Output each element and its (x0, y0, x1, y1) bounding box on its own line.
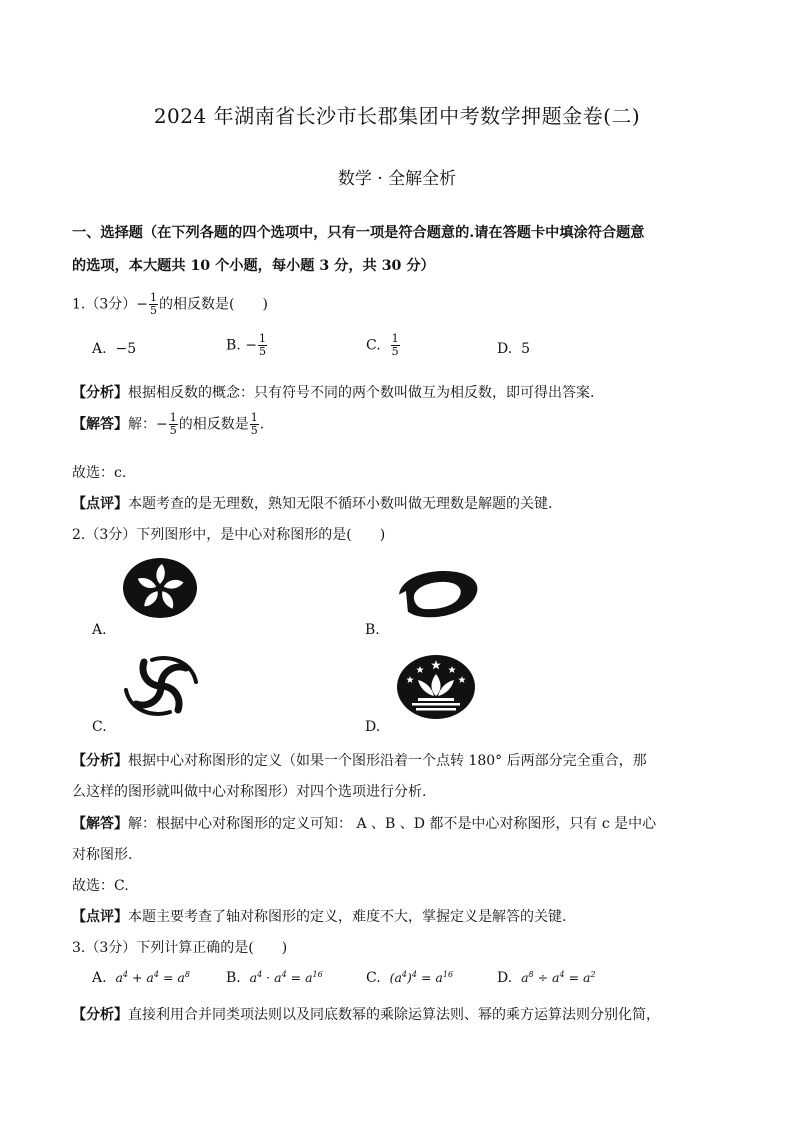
q1-answer-mid: 的相反数是 (178, 416, 249, 433)
q1-answer-den-1: 5 (169, 424, 177, 437)
q1-option-b (226, 333, 268, 358)
q1-option-c-num: 1 (391, 332, 399, 345)
q1-comment-text: 本题考查的是无理数，熟知无限不循环小数叫做无理数是解题的关键. (128, 496, 553, 512)
figure-d-label: D. (365, 719, 381, 735)
q1-option-a (92, 341, 136, 357)
q1-fraction (149, 292, 158, 317)
q2-comment-tag: 【点评】 (72, 909, 128, 925)
q1-neg: − (136, 296, 148, 313)
q1-prefix: 1.（3分） (72, 296, 137, 313)
q1-analysis-text: 根据相反数的概念：只有符号不同的两个数叫做互为相反数，即可得出答案. (128, 385, 595, 401)
q3-option-a (92, 970, 190, 986)
page-title: 2024 年湖南省长沙市长郡集团中考数学押题金卷(二) (153, 104, 641, 128)
q3-option-b-label: B. (226, 970, 241, 987)
q3-option-d-label: D. (497, 970, 513, 987)
q3-option-c-expr: $(a^4)^4 = a^{16}$ (389, 970, 454, 986)
q3-option-b-expr: $a^4 \cdot a^4 = a^{16}$ (249, 970, 323, 986)
q1-choice: 故选：c. (72, 465, 127, 481)
q2-answer-line-2: 对称图形. (72, 847, 133, 863)
q3-option-c-label: C. (366, 970, 381, 987)
q2-answer-line-1 (72, 813, 656, 833)
figure-a-bauhinia-emblem (122, 557, 198, 619)
figure-b-ring-emblem (392, 567, 482, 621)
q1-answer-pre: 解： (128, 416, 156, 433)
q1-option-d-value: 5 (521, 341, 531, 357)
question-2-stem: 2.（3分）下列图形中，是中心对称图形的是( ) (72, 527, 386, 543)
q3-option-d-expr: $a^8 \div a^4 = a^2$ (521, 970, 596, 986)
figure-d-lotus-emblem (396, 654, 476, 720)
q2-analysis-line-2: 么这样的图形就叫做中心对称图形）对四个选项进行分析. (72, 784, 427, 800)
q1-option-d-label: D. (497, 341, 513, 357)
q1-answer-end: . (259, 416, 265, 433)
q2-analysis-tag: 【分析】 (72, 753, 128, 769)
q1-answer-den-2: 5 (250, 424, 258, 437)
q3-option-a-expr: $a^4 + a^4 = a^8$ (115, 970, 190, 986)
q1-option-b-num: 1 (258, 332, 266, 345)
q3-analysis-tag: 【分析】 (72, 1007, 128, 1023)
q1-answer-tag: 【解答】 (72, 416, 128, 433)
q2-analysis-line-1 (72, 750, 647, 770)
q1-option-b-den: 5 (258, 345, 266, 358)
q1-frac-num: 1 (150, 291, 157, 304)
q1-option-a-value: −5 (115, 341, 137, 357)
q3-analysis (72, 1004, 660, 1024)
q1-answer-frac-1 (169, 412, 178, 437)
q1-analysis (72, 382, 594, 402)
figure-c-label: C. (92, 719, 107, 735)
q1-option-c-label: C. (366, 337, 381, 354)
q1-suffix: 的相反数是( ) (159, 296, 268, 313)
q1-answer-num-2: 1 (250, 411, 258, 424)
figure-c-swirl-emblem (122, 654, 200, 718)
q2-answer-tag: 【解答】 (72, 816, 128, 832)
q1-option-c-fraction (391, 333, 400, 358)
q2-comment-text: 本题主要考查了轴对称图形的定义，难度不大，掌握定义是解答的关键. (128, 909, 567, 925)
figure-b-label: B. (365, 622, 380, 638)
section-heading-line-1: 一、选择题（在下列各题的四个选项中，只有一项是符合题意的.请在答题卡中填涂符合题意 (72, 225, 645, 241)
q1-option-c (366, 333, 401, 358)
q3-option-a-label: A. (92, 970, 107, 987)
q1-frac-den: 5 (150, 304, 157, 317)
q1-answer-frac-2 (250, 412, 259, 437)
page-subtitle: 数学 · 全解全析 (337, 169, 457, 189)
q2-analysis-text-1: 根据中心对称图形的定义（如果一个图形沿着一个点转 180° 后两部分完全重合，那 (128, 753, 647, 769)
q1-option-a-label: A. (92, 341, 107, 357)
q3-option-d (497, 970, 596, 986)
q1-option-b-label: B. (226, 337, 241, 354)
q1-option-c-den: 5 (391, 345, 399, 358)
q2-answer-text-1: 解：根据中心对称图形的定义可知： A 、B 、D 都不是中心对称图形，只有 c 是中心 (128, 816, 657, 832)
q3-option-c (366, 970, 453, 986)
figure-a-label: A. (92, 622, 107, 638)
q2-comment (72, 906, 566, 926)
q1-option-b-fraction (258, 333, 267, 358)
q1-comment (72, 493, 552, 513)
q1-option-d (497, 341, 530, 357)
q1-answer-num-1: 1 (169, 411, 177, 424)
q3-option-b (226, 970, 323, 986)
q1-option-b-neg: − (245, 337, 257, 354)
q1-comment-tag: 【点评】 (72, 496, 128, 512)
q1-answer-neg: − (156, 416, 168, 433)
q3-analysis-text: 直接利用合并同类项法则以及同底数幂的乘除运算法则、幂的乘方运算法则分别化简， (128, 1007, 660, 1023)
q1-analysis-tag: 【分析】 (72, 385, 128, 401)
q1-answer (72, 412, 264, 437)
question-3-stem: 3.（3分）下列计算正确的是( ) (72, 940, 288, 956)
q2-choice: 故选：C. (72, 878, 129, 894)
section-heading-line-2: 的选项，本大题共 10 个小题，每小题 3 分，共 30 分） (72, 258, 435, 274)
question-1-stem (72, 292, 268, 317)
